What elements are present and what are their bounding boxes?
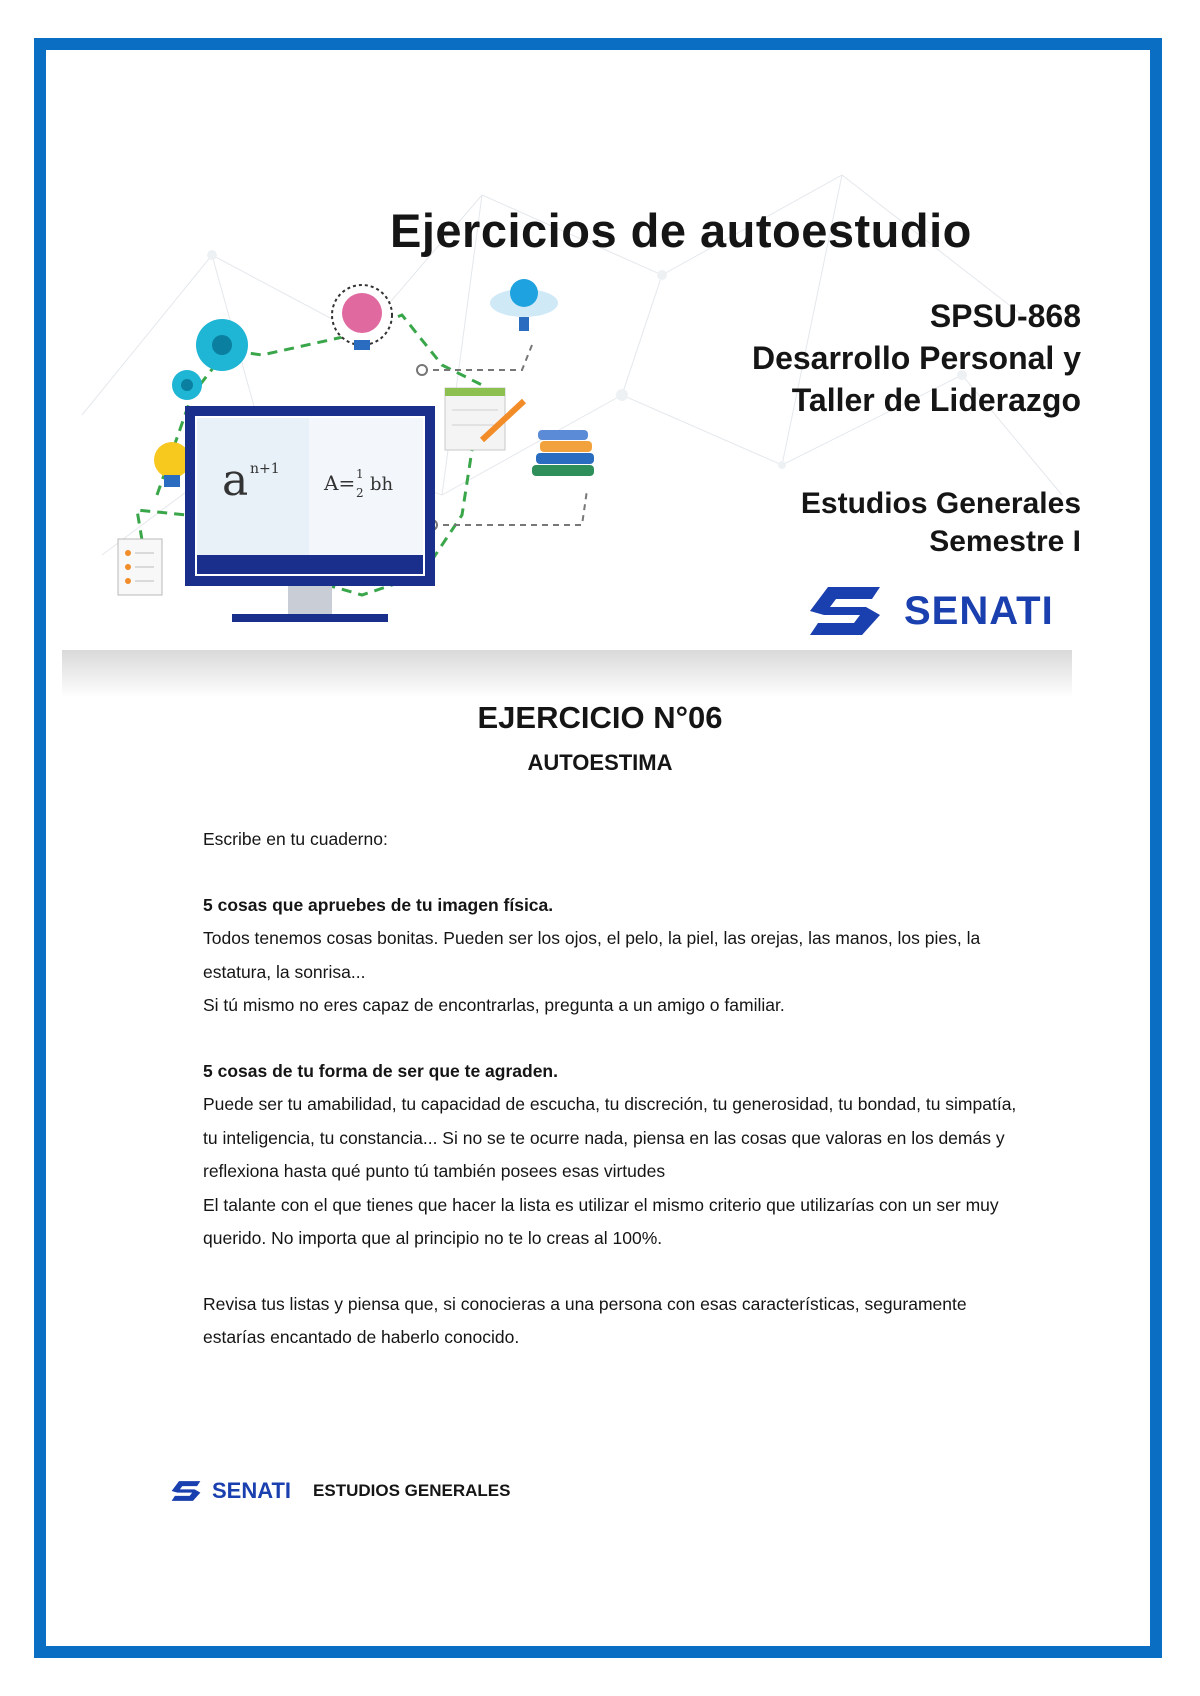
exercise-subtitle: AUTOESTIMA bbox=[527, 750, 673, 775]
banner-shadow bbox=[62, 650, 1072, 698]
program-line1: Estudios Generales bbox=[800, 487, 1081, 520]
checklist-icon bbox=[118, 539, 162, 595]
footer-senati-text: SENATI bbox=[212, 1478, 292, 1503]
exercise-body bbox=[203, 823, 1023, 1355]
intro-text: Escribe en tu cuaderno: bbox=[203, 829, 388, 849]
section2-heading: 5 cosas de tu forma de ser que te agraden. bbox=[203, 1060, 558, 1081]
exercise-title: EJERCICIO N°06 bbox=[477, 700, 723, 735]
formula-den: 2 bbox=[356, 486, 364, 500]
footer bbox=[170, 1478, 510, 1504]
formula-area: A= bbox=[324, 471, 356, 495]
senati-logo bbox=[806, 580, 1054, 642]
course-block bbox=[752, 295, 1081, 421]
section2-paragraph2: El talante con el que tienes que hacer la lista es utilizar el mismo criterio que utilizarías con un ser muy querido. No importa que al principio no te lo creas al 100%. bbox=[203, 1194, 999, 1248]
formula-tail: bh bbox=[370, 474, 394, 495]
footer-senati-icon bbox=[170, 1479, 202, 1503]
course-code: SPSU-868 bbox=[929, 298, 1081, 334]
section1-paragraph2: Si tú mismo no eres capaz de encontrarlas, pregunta a un amigo o familiar. bbox=[203, 995, 785, 1015]
section1-heading: 5 cosas que apruebes de tu imagen física. bbox=[203, 894, 554, 915]
page-title: Ejercicios de autoestudio bbox=[390, 204, 972, 257]
formula-a: a bbox=[222, 455, 249, 506]
section1-paragraph1: Todos tenemos cosas bonitas. Pueden ser los ojos, el pelo, la piel, las orejas, las manos, los pies, la estatura, la sonrisa... bbox=[203, 928, 981, 982]
gear-icon bbox=[172, 319, 248, 400]
monitor-icon bbox=[190, 411, 430, 622]
section2-paragraph1: Puede ser tu amabilidad, tu capacidad de escucha, tu discreción, tu generosidad, tu bondad, tu simpatía, tu inteligencia, tu constancia... Si no se te ocurre nada, piensa en las cosas que valoras en los demás y reflexiona hasta qué punto tú también posees esas virtudes bbox=[203, 1094, 1017, 1181]
closing-paragraph: Revisa tus listas y piensa que, si conocieras a una persona con esas características, seguramente estarías encantado de haberlo conocido. bbox=[203, 1293, 967, 1347]
notepad-icon bbox=[445, 388, 524, 450]
program-block bbox=[801, 485, 1081, 561]
lightbulb-icon bbox=[154, 442, 190, 487]
program-line2: Semestre I bbox=[929, 525, 1081, 558]
course-name-line2: Taller de Liderazgo bbox=[791, 382, 1081, 418]
brain-icon bbox=[332, 285, 392, 350]
cloud-download-icon bbox=[490, 279, 558, 331]
course-name-line1: Desarrollo Personal y bbox=[751, 340, 1081, 376]
senati-logo-icon bbox=[806, 583, 884, 639]
senati-logo-text: SENATI bbox=[904, 588, 1054, 633]
formula-num: 1 bbox=[356, 467, 364, 481]
books-icon bbox=[532, 430, 594, 476]
formula-exp: n+1 bbox=[250, 461, 280, 477]
footer-label: ESTUDIOS GENERALES bbox=[313, 1481, 511, 1500]
